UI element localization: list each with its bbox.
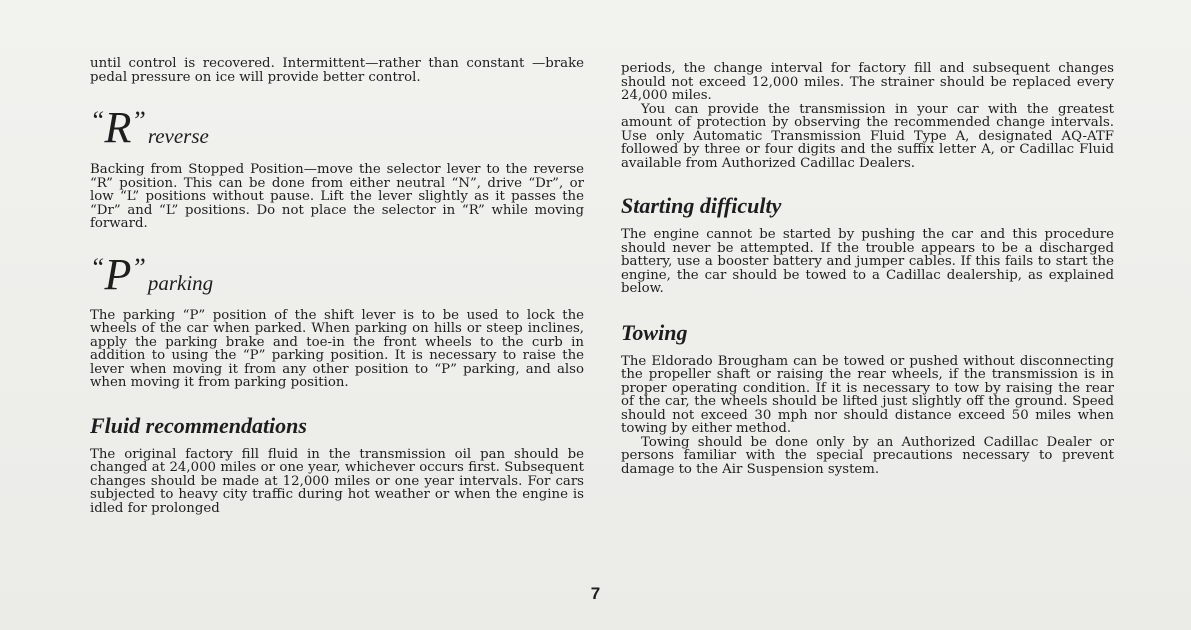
left-column: [90, 57, 584, 515]
parking-word: parking: [147, 270, 214, 295]
reverse-letter: R: [104, 103, 132, 152]
fluid-continued-paragraph: periods, the change interval for factory fill and subsequent changes should not exceed 12,000 miles. The strainer should be replaced every 24,000 miles.: [621, 61, 1114, 103]
starting-paragraph: The engine cannot be started by pushing the car and this procedure should never be attempted. If the trouble appears to be a discharged battery, use a booster battery and jumper cables. If this fails to start the engine, the car should be towed to a Cadillac dealership, as explained below.: [621, 227, 1114, 296]
fluid-paragraph: The original factory fill fluid in the transmission oil pan should be changed at 24,000 miles or one year, whichever occurs first. Subsequent changes should be made at 12,000 miles or one year intervals. For cars subjected to heavy city traffic during hot weather or when the engine is idled for prolonged: [90, 446, 584, 516]
reverse-paragraph: Backing from Stopped Position—move the selector lever to the reverse “R” position. This can be done from either neutral “N”, drive “Dr”, or low “L” positions without pause. Lift the lever slightly as it passes the “Dr” and “L” positions. Do not place the selector in “R” while moving forward.: [90, 162, 584, 231]
right-column: [621, 57, 1114, 476]
parking-open-quote: “: [90, 252, 105, 282]
parking-paragraph: The parking “P” position of the shift lever is to be used to lock the wheels of the car when parked. When parking on hills or steep inclines, apply the parking brake and toe-in the front wheels to the curb in addition to using the “P” parking position. It is necessary to raise the lever when moving it from any other position to “P” parking, and also when moving it from parking position.: [90, 307, 584, 390]
reverse-open-quote: “: [90, 106, 105, 135]
reverse-word: reverse: [147, 124, 209, 148]
towing-paragraph: The Eldorado Brougham can be towed or pushed without disconnecting the propeller shaft or raising the rear wheels, if the transmission is in proper operating condition. If it is necessary to tow by raising the rear of the car, the wheels should be lifted just slightly off the ground. Speed should not exceed 30 mph nor should distance exceed 50 miles when towing by either method.: [621, 353, 1114, 436]
reverse-heading: [90, 103, 584, 152]
parking-close-quote: ”: [131, 252, 146, 282]
towing-dealer-paragraph: Towing should be done only by an Authorized Cadillac Dealer or persons familiar with the special precautions necessary to prevent damage to the Air Suspension system.: [621, 434, 1114, 477]
page-number: 7: [590, 584, 601, 603]
reverse-close-quote: ”: [131, 106, 146, 135]
parking-heading: [90, 249, 584, 299]
intro-paragraph: until control is recovered. Intermittent—rather than constant —brake pedal pressure on ice will provide better control.: [90, 56, 584, 85]
fluid-protection-paragraph: You can provide the transmission in your car with the greatest amount of protection by observing the recommended change intervals. Use only Automatic Transmission Fluid Type A, designated AQ-ATF followed by three or four digits and the suffix letter A, or Cadillac Fluid available from Authorized Cadillac Dealers.: [621, 101, 1114, 171]
towing-heading: Towing: [621, 319, 688, 345]
starting-heading: Starting difficulty: [621, 193, 782, 218]
fluid-heading: Fluid recommendations: [90, 412, 307, 438]
parking-letter: P: [104, 249, 132, 299]
